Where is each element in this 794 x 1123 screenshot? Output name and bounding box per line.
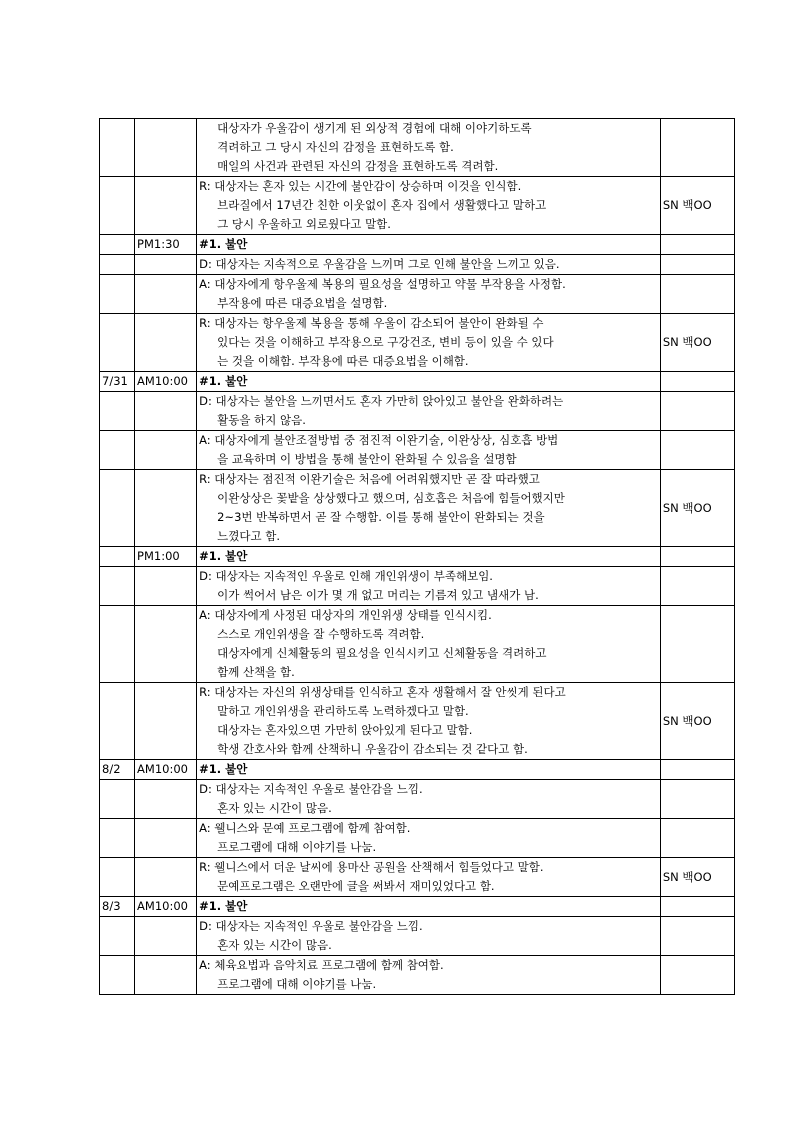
note-cell: [197, 431, 661, 470]
note-row: [100, 858, 735, 897]
signature-cell: [660, 235, 734, 255]
diagnosis-title: #1. 불안: [199, 549, 248, 563]
note-line: 스스로 개인위생을 잘 수행하도록 격려함.: [217, 627, 425, 641]
date-cell: [100, 956, 135, 995]
note-cell: [197, 683, 661, 760]
note-line: D: 대상자는 지속적으로 우울감을 느끼며 그로 인해 불안을 느끼고 있음.: [199, 257, 560, 271]
diagnosis-title: #1. 불안: [199, 899, 248, 913]
note-row: [100, 275, 735, 314]
note-line: R: 대상자는 혼자 있는 시간에 불안감이 상승하며 이것을 인식함.: [199, 179, 522, 193]
nursing-record-body: [100, 119, 735, 995]
time-cell: AM10:00: [135, 897, 197, 917]
note-line: 매일의 사건과 관련된 자신의 감정을 표현하도록 격려함.: [217, 159, 499, 173]
note-cell: [197, 177, 661, 235]
nursing-record-table: [99, 118, 735, 995]
date-cell: [100, 255, 135, 275]
time-cell: AM10:00: [135, 760, 197, 780]
note-line: 프로그램에 대해 이야기를 나눔.: [217, 840, 377, 854]
date-cell: [100, 858, 135, 897]
note-line: D: 대상자는 지속적인 우울로 불안감을 느낌.: [199, 919, 423, 933]
note-line: 2~3번 반복하면서 곧 잘 수행함. 이를 통해 불안이 완화되는 것을: [217, 510, 545, 524]
date-cell: [100, 606, 135, 683]
note-line: 느꼈다고 함.: [217, 529, 280, 543]
note-cell: [197, 956, 661, 995]
note-row: [100, 683, 735, 760]
time-cell: [135, 177, 197, 235]
date-cell: [100, 547, 135, 567]
signature-cell: [660, 119, 734, 177]
time-cell: [135, 780, 197, 819]
note-line: A: 웰니스와 문예 프로그램에 함께 참여함.: [199, 821, 411, 835]
note-row: [100, 567, 735, 606]
note-cell: [197, 372, 661, 392]
time-cell: [135, 956, 197, 995]
note-line: 학생 간호사와 함께 산책하니 우울감이 감소되는 것 같다고 함.: [217, 742, 528, 756]
note-row: [100, 255, 735, 275]
note-line: 문예프로그램은 오랜만에 글을 써봐서 재미있었다고 함.: [217, 879, 495, 893]
diagnosis-header-row: [100, 372, 735, 392]
time-cell: [135, 431, 197, 470]
time-cell: [135, 255, 197, 275]
note-cell: [197, 760, 661, 780]
time-cell: [135, 858, 197, 897]
signature-cell: [660, 255, 734, 275]
signature-cell: SN 백OO: [660, 314, 734, 372]
note-cell: [197, 470, 661, 547]
signature-cell: [660, 780, 734, 819]
date-cell: [100, 431, 135, 470]
note-cell: [197, 780, 661, 819]
date-cell: [100, 177, 135, 235]
signature-cell: [660, 760, 734, 780]
signature-cell: [660, 547, 734, 567]
diagnosis-header-row: [100, 547, 735, 567]
signature-cell: [660, 917, 734, 956]
note-cell: [197, 235, 661, 255]
signature-cell: SN 백OO: [660, 470, 734, 547]
note-line: 활동을 하지 않음.: [217, 413, 306, 427]
note-line: 는 것을 이해함. 부작용에 따른 대증요법을 이해함.: [217, 354, 469, 368]
note-cell: [197, 606, 661, 683]
date-cell: [100, 119, 135, 177]
note-cell: [197, 392, 661, 431]
time-cell: [135, 917, 197, 956]
note-line: D: 대상자는 지속적인 우울로 불안감을 느낌.: [199, 782, 423, 796]
note-row: [100, 177, 735, 235]
date-cell: 7/31: [100, 372, 135, 392]
date-cell: [100, 470, 135, 547]
note-line: 말하고 개인위생을 관리하도록 노력하겠다고 말함.: [217, 704, 469, 718]
note-cell: [197, 858, 661, 897]
note-line: 프로그램에 대해 이야기를 나눔.: [217, 977, 377, 991]
time-cell: [135, 119, 197, 177]
signature-cell: [660, 606, 734, 683]
note-row: [100, 119, 735, 177]
time-cell: [135, 392, 197, 431]
diagnosis-title: #1. 불안: [199, 374, 248, 388]
note-cell: [197, 917, 661, 956]
signature-cell: SN 백OO: [660, 683, 734, 760]
signature-cell: [660, 275, 734, 314]
note-line: 대상자가 우울감이 생기게 된 외상적 경험에 대해 이야기하도록: [217, 121, 532, 135]
note-cell: [197, 314, 661, 372]
note-line: 을 교육하며 이 방법을 통해 불안이 완화될 수 있음을 설명함: [217, 452, 517, 466]
date-cell: [100, 567, 135, 606]
date-cell: [100, 683, 135, 760]
note-line: 격려하고 그 당시 자신의 감정을 표현하도록 함.: [217, 140, 454, 154]
signature-cell: [660, 897, 734, 917]
note-row: [100, 314, 735, 372]
note-line: 그 당시 우울하고 외로웠다고 말함.: [217, 217, 391, 231]
time-cell: [135, 819, 197, 858]
date-cell: [100, 819, 135, 858]
note-row: [100, 917, 735, 956]
date-cell: 8/3: [100, 897, 135, 917]
date-cell: 8/2: [100, 760, 135, 780]
note-cell: [197, 897, 661, 917]
time-cell: [135, 470, 197, 547]
time-cell: PM1:00: [135, 547, 197, 567]
note-cell: [197, 547, 661, 567]
signature-cell: SN 백OO: [660, 177, 734, 235]
signature-cell: [660, 431, 734, 470]
date-cell: [100, 917, 135, 956]
diagnosis-header-row: [100, 897, 735, 917]
time-cell: PM1:30: [135, 235, 197, 255]
time-cell: [135, 314, 197, 372]
date-cell: [100, 235, 135, 255]
note-line: 이완상상은 꽃밭을 상상했다고 했으며, 심호흡은 처음에 힘들어했지만: [217, 491, 565, 505]
note-line: 혼자 있는 시간이 많음.: [217, 801, 332, 815]
signature-cell: [660, 392, 734, 431]
note-line: 대상자에게 신체활동의 필요성을 인식시키고 신체활동을 격려하고: [217, 646, 547, 660]
note-row: [100, 956, 735, 995]
note-line: R: 대상자는 점진적 이완기술은 처음에 어려워했지만 곧 잘 따라했고: [199, 472, 540, 486]
time-cell: [135, 275, 197, 314]
note-row: [100, 431, 735, 470]
note-line: 있다는 것을 이해하고 부작용으로 구강건조, 변비 등이 있을 수 있다: [217, 335, 554, 349]
note-line: A: 체육요법과 음악치료 프로그램에 함께 참여함.: [199, 958, 444, 972]
note-cell: [197, 819, 661, 858]
date-cell: [100, 275, 135, 314]
signature-cell: [660, 372, 734, 392]
note-cell: [197, 119, 661, 177]
note-cell: [197, 275, 661, 314]
diagnosis-title: #1. 불안: [199, 237, 248, 251]
note-line: 대상자는 혼자있으면 가만히 앉아있게 된다고 말함.: [217, 723, 473, 737]
note-line: D: 대상자는 지속적인 우울로 인해 개인위생이 부족해보임.: [199, 569, 493, 583]
note-line: 혼자 있는 시간이 많음.: [217, 938, 332, 952]
note-line: 부작용에 따른 대증요법을 설명함.: [217, 296, 388, 310]
signature-cell: [660, 956, 734, 995]
note-cell: [197, 255, 661, 275]
note-line: R: 대상자는 항우울제 복용을 통해 우울이 감소되어 불안이 완화될 수: [199, 316, 544, 330]
note-row: [100, 819, 735, 858]
note-row: [100, 470, 735, 547]
diagnosis-header-row: [100, 760, 735, 780]
signature-cell: [660, 819, 734, 858]
note-line: A: 대상자에게 사정된 대상자의 개인위생 상태를 인식시킴.: [199, 608, 492, 622]
note-line: 이가 썩어서 남은 이가 몇 개 없고 머리는 기름져 있고 냄새가 남.: [217, 588, 539, 602]
date-cell: [100, 780, 135, 819]
note-line: 브라질에서 17년간 친한 이웃없이 혼자 집에서 생활했다고 말하고: [217, 198, 547, 212]
note-row: [100, 780, 735, 819]
date-cell: [100, 392, 135, 431]
time-cell: [135, 567, 197, 606]
time-cell: [135, 683, 197, 760]
date-cell: [100, 314, 135, 372]
note-line: D: 대상자는 불안을 느끼면서도 혼자 가만히 앉아있고 불안을 완화하려는: [199, 394, 564, 408]
note-cell: [197, 567, 661, 606]
note-line: R: 웰니스에서 더운 날씨에 용마산 공원을 산책해서 힘들었다고 말함.: [199, 860, 544, 874]
diagnosis-title: #1. 불안: [199, 762, 248, 776]
diagnosis-header-row: [100, 235, 735, 255]
note-line: 함께 산책을 함.: [217, 665, 295, 679]
signature-cell: SN 백OO: [660, 858, 734, 897]
note-row: [100, 606, 735, 683]
note-line: A: 대상자에게 불안조절방법 중 점진적 이완기술, 이완상상, 심호흡 방법: [199, 433, 559, 447]
note-row: [100, 392, 735, 431]
note-line: A: 대상자에게 항우울제 복용의 필요성을 설명하고 약물 부작용을 사정함.: [199, 277, 566, 291]
note-line: R: 대상자는 자신의 위생상태를 인식하고 혼자 생활해서 잘 안씻게 된다고: [199, 685, 566, 699]
time-cell: AM10:00: [135, 372, 197, 392]
time-cell: [135, 606, 197, 683]
signature-cell: [660, 567, 734, 606]
